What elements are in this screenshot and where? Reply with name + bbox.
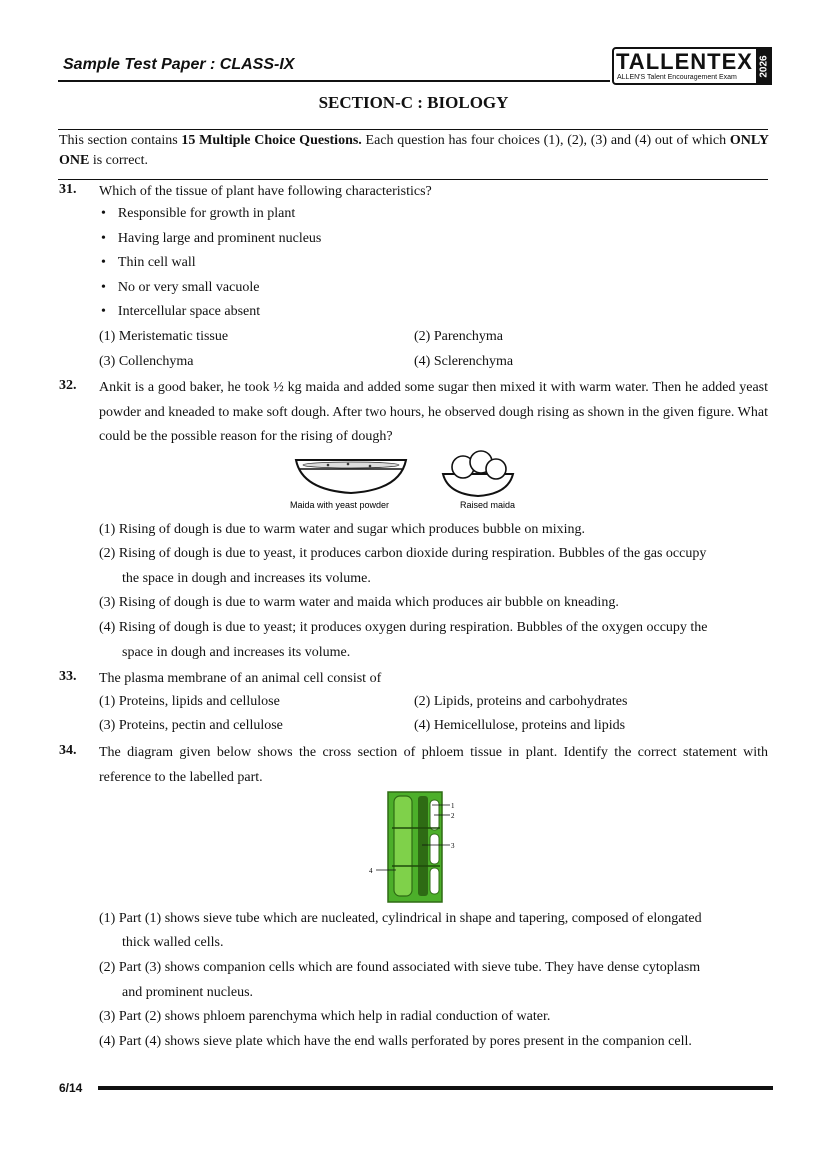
diagram-label: 2 (451, 812, 455, 820)
option (99, 595, 619, 611)
option (99, 960, 700, 976)
bullet-item: • Responsible for growth in plant (101, 206, 295, 222)
option (99, 1009, 550, 1025)
option-text: Rising of dough is due to yeast; it produces oxygen during respiration. Bubbles of the oxygen occupy the (118, 620, 708, 635)
intro-text-a: This section contains (59, 133, 182, 148)
option-text: Part (3) shows companion cells which are found associated with sieve tube. They have dense cytoplasm (118, 960, 701, 975)
question-text: Which of the tissue of plant have following characteristics? (99, 184, 432, 199)
yeast-particle (369, 465, 372, 468)
option: (3) Proteins, pectin and cellulose (99, 718, 283, 733)
page-number: 6/14 (59, 1081, 83, 1095)
option-number: (2) (99, 960, 116, 975)
option: (2) Lipids, proteins and carbohydrates (414, 694, 628, 709)
question-text: The plasma membrane of an animal cell consist of (99, 671, 382, 686)
option: (3) Collenchyma (99, 354, 194, 369)
option-text: Part (2) shows phloem parenchyma which help in radial conduction of water. (118, 1009, 551, 1024)
logo-year-text: 2026 (758, 54, 770, 78)
intro-text-e: is correct. (89, 153, 149, 168)
option-text: Part (4) shows sieve plate which have the end walls perforated by pores present in the companion cell. (118, 1034, 692, 1049)
option (99, 522, 585, 538)
intro-top-rule (58, 129, 768, 130)
option (99, 620, 708, 636)
option (99, 546, 706, 562)
option-continuation (99, 645, 350, 661)
figure-caption: Maida with yeast powder (290, 500, 390, 510)
option-number: (3) (99, 1009, 116, 1024)
logo-year-badge (756, 47, 772, 85)
option-text: Rising of dough is due to warm water and maida which produces air bubble on kneading. (118, 595, 619, 610)
option: (1) Proteins, lipids and cellulose (99, 694, 280, 709)
option-number: (3) (99, 595, 116, 610)
bullet-item: • Intercellular space absent (101, 304, 260, 320)
yeast-particle (327, 464, 330, 467)
option: (2) Parenchyma (414, 329, 504, 344)
option-text: Rising of dough is due to warm water and sugar which produces bubble on mixing. (118, 522, 586, 537)
diagram-label: 4 (369, 867, 373, 875)
diagram-label: 3 (451, 842, 455, 850)
figure-caption: Raised maida (460, 500, 516, 510)
dough-ball (486, 459, 506, 479)
logo-wordmark: TALLENTEX (616, 49, 753, 74)
option (99, 911, 702, 927)
option-text: space in dough and increases its volume. (122, 645, 351, 660)
option: (1) Meristematic tissue (99, 329, 229, 344)
option-number: (4) (99, 1034, 116, 1049)
option-continuation (99, 935, 223, 951)
question-number: 33. (59, 669, 77, 684)
logo-subtitle: ALLEN'S Talent Encouragement Exam (617, 74, 737, 81)
option-number: (1) (99, 522, 116, 537)
option: (4) Sclerenchyma (414, 354, 514, 369)
option-continuation (99, 985, 253, 1001)
sieve-tube (394, 796, 412, 896)
intro-text-b: 15 Multiple Choice Questions. (181, 133, 362, 148)
yeast-particle (347, 463, 350, 466)
intro-text-d: ONLY ONE (59, 133, 769, 168)
question-number: 32. (59, 378, 77, 393)
header-rule (58, 80, 610, 82)
bullet-item: • Thin cell wall (101, 255, 196, 271)
option-text: and prominent nucleus. (122, 985, 254, 1000)
bullet-item: • No or very small vacuole (101, 280, 259, 296)
diagram-label: 1 (451, 802, 455, 810)
dough-figure (288, 450, 548, 514)
option-text: the space in dough and increases its volume. (122, 571, 371, 586)
instructions (59, 131, 769, 171)
option-text: thick walled cells. (122, 935, 224, 950)
option-text: Rising of dough is due to yeast, it produces carbon dioxide during respiration. Bubbles of the gas occupy (118, 546, 707, 561)
option-continuation (99, 571, 371, 587)
option-number: (4) (99, 620, 116, 635)
question-text: Ankit is a good baker, he took ½ kg maida and added some sugar then mixed it with warm water. Then he added yeast powder and kneaded to make soft dough. After two hours, he observed dough rising as shown in the given figure. What could be the possible reason for the rising of dough? (99, 380, 768, 445)
parenchyma-cell (430, 834, 439, 864)
question-number: 31. (59, 182, 77, 197)
companion-cell (418, 796, 428, 896)
option-number: (2) (99, 546, 116, 561)
option (99, 1034, 692, 1050)
parenchyma-cell (430, 868, 439, 894)
option-text: Part (1) shows sieve tube which are nucleated, cylindrical in shape and tapering, composed of elongated (118, 911, 702, 926)
paper-title: Sample Test Paper : CLASS-IX (63, 56, 295, 73)
option: (4) Hemicellulose, proteins and lipids (414, 718, 626, 733)
question-number: 34. (59, 743, 77, 758)
question-text: The diagram given below shows the cross section of phloem tissue in plant. Identify the correct statement with reference to the labelled part. (99, 745, 768, 785)
section-title: SECTION-C : BIOLOGY (318, 93, 509, 112)
maida-surface (303, 462, 399, 468)
footer-rule (98, 1086, 773, 1090)
intro-text-c: Each question has four choices (1), (2), (3) and (4) out of which (361, 133, 730, 148)
phloem-diagram (362, 790, 462, 905)
bullet-item: • Having large and prominent nucleus (101, 231, 321, 247)
option-number: (1) (99, 911, 116, 926)
